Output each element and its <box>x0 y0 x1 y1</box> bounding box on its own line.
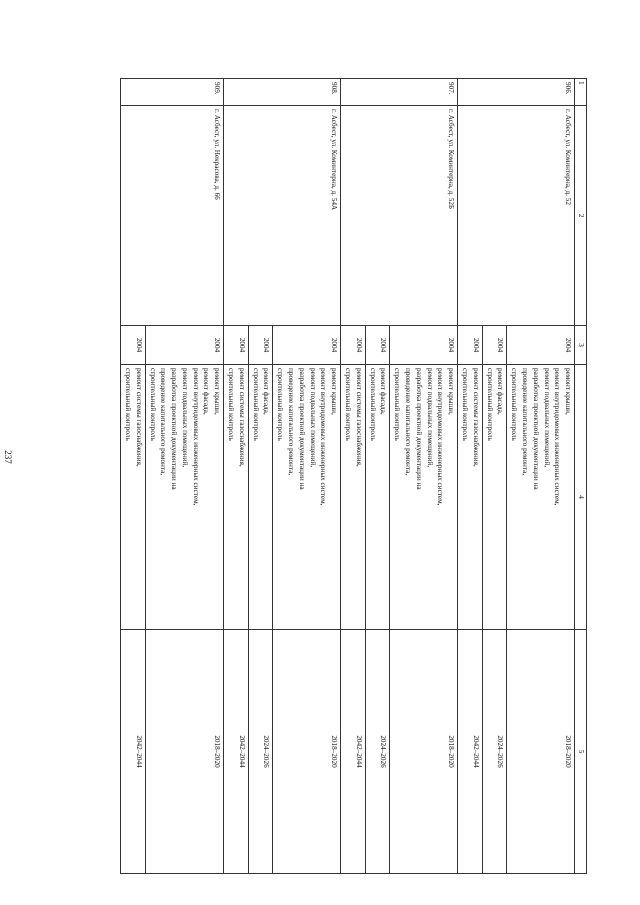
work-item: ремонт внутридомовых инженерных систем, <box>191 368 200 506</box>
work-item: разработка проектной документации на <box>297 368 306 490</box>
work-item: строительный контроль <box>251 368 260 441</box>
column-number-row <box>575 79 587 874</box>
period-cell: 2018–2020 <box>273 630 341 874</box>
work-item: ремонт крыши, <box>564 368 573 415</box>
work-item: ремонт фасада, <box>202 368 211 415</box>
work-item: ремонт системы газоснабжения, <box>134 368 143 467</box>
work-item: ремонт внутридомовых инженерных систем, <box>436 368 445 506</box>
work-item: строительный контроль <box>461 368 470 441</box>
year-cell: 2004 <box>458 326 483 365</box>
table-row <box>507 79 575 874</box>
year-cell: 2004 <box>341 326 366 365</box>
period-cell: 2042–2044 <box>121 630 146 874</box>
work-item: проведение капитального ремонта, <box>287 368 296 476</box>
year-cell: 2004 <box>390 326 458 365</box>
work-item: проведение капитального ремонта, <box>159 368 168 476</box>
column-header-2: 2 <box>575 106 587 326</box>
year-cell: 2004 <box>145 326 224 365</box>
repair-schedule-table <box>120 78 587 874</box>
work-item: ремонт фасада, <box>379 368 388 415</box>
work-item: ремонт подвальных помещений, <box>425 368 434 468</box>
work-item: ремонт подвальных помещений, <box>180 368 189 468</box>
work-item: ремонт крыши, <box>447 368 456 415</box>
period-cell: 2024–2026 <box>248 630 273 874</box>
work-item: строительный контроль <box>148 368 157 441</box>
works-cell <box>482 365 507 630</box>
work-item: проведение капитального ремонта, <box>521 368 530 476</box>
row-number: 909. <box>121 79 224 106</box>
works-cell <box>507 365 575 630</box>
work-item: строительный контроль <box>485 368 494 441</box>
table-row <box>273 79 341 874</box>
work-item: ремонт крыши, <box>213 368 222 415</box>
period-cell: 2018–2020 <box>507 630 575 874</box>
works-cell <box>273 365 341 630</box>
column-header-3: 3 <box>575 326 587 365</box>
works-cell <box>390 365 458 630</box>
year-cell: 2004 <box>507 326 575 365</box>
page-number: 237 <box>3 450 13 464</box>
work-item: ремонт фасада, <box>262 368 271 415</box>
work-item: строительный контроль <box>393 368 402 441</box>
work-item: ремонт внутридомовых инженерных систем, <box>319 368 328 506</box>
column-header-5: 5 <box>575 630 587 874</box>
work-item: разработка проектной документации на <box>170 368 179 490</box>
year-cell: 2004 <box>365 326 390 365</box>
building-address: г. Асбест, ул. Коминтерна, д. 52Б <box>341 106 458 326</box>
work-item: строительный контроль <box>344 368 353 441</box>
period-cell: 2018–2020 <box>390 630 458 874</box>
works-cell <box>121 365 146 630</box>
table-row <box>390 79 458 874</box>
period-cell: 2042–2044 <box>224 630 249 874</box>
work-item: строительный контроль <box>276 368 285 441</box>
year-cell: 2004 <box>224 326 249 365</box>
building-address: г. Асбест, ул. Коминтерна, д. 54А <box>224 106 341 326</box>
period-cell: 2018–2020 <box>145 630 224 874</box>
works-cell <box>248 365 273 630</box>
work-item: проведение капитального ремонта, <box>404 368 413 476</box>
work-item: ремонт внутридомовых инженерных систем, <box>553 368 562 506</box>
work-item: ремонт подвальных помещений, <box>542 368 551 468</box>
year-cell: 2004 <box>248 326 273 365</box>
column-header-1: 1 <box>575 79 587 106</box>
work-item: разработка проектной документации на <box>414 368 423 490</box>
work-item: ремонт подвальных помещений, <box>308 368 317 468</box>
table-body <box>121 79 575 874</box>
work-item: ремонт фасада, <box>496 368 505 415</box>
row-number: 907. <box>341 79 458 106</box>
works-cell <box>341 365 366 630</box>
table-row <box>145 79 224 874</box>
row-number: 906. <box>458 79 575 106</box>
building-address: г. Асбест, ул. Коминтерна, д. 52 <box>458 106 575 326</box>
work-item: ремонт системы газоснабжения, <box>237 368 246 467</box>
period-cell: 2042–2044 <box>458 630 483 874</box>
year-cell: 2004 <box>121 326 146 365</box>
works-cell <box>458 365 483 630</box>
works-cell <box>365 365 390 630</box>
row-number: 908. <box>224 79 341 106</box>
building-address: г. Асбест, ул. Некрасова, д. 66 <box>121 106 224 326</box>
work-item: ремонт системы газоснабжения, <box>354 368 363 467</box>
work-item: разработка проектной документации на <box>531 368 540 490</box>
works-cell <box>145 365 224 630</box>
work-item: ремонт крыши, <box>330 368 339 415</box>
work-item: строительный контроль <box>510 368 519 441</box>
period-cell: 2024–2026 <box>365 630 390 874</box>
column-header-4: 4 <box>575 365 587 630</box>
work-item: строительный контроль <box>227 368 236 441</box>
works-cell <box>224 365 249 630</box>
period-cell: 2024–2026 <box>482 630 507 874</box>
year-cell: 2004 <box>273 326 341 365</box>
period-cell: 2042–2044 <box>341 630 366 874</box>
work-item: строительный контроль <box>368 368 377 441</box>
work-item: ремонт системы газоснабжения, <box>471 368 480 467</box>
year-cell: 2004 <box>482 326 507 365</box>
rotated-table-container <box>87 78 587 848</box>
work-item: строительный контроль <box>123 368 132 441</box>
